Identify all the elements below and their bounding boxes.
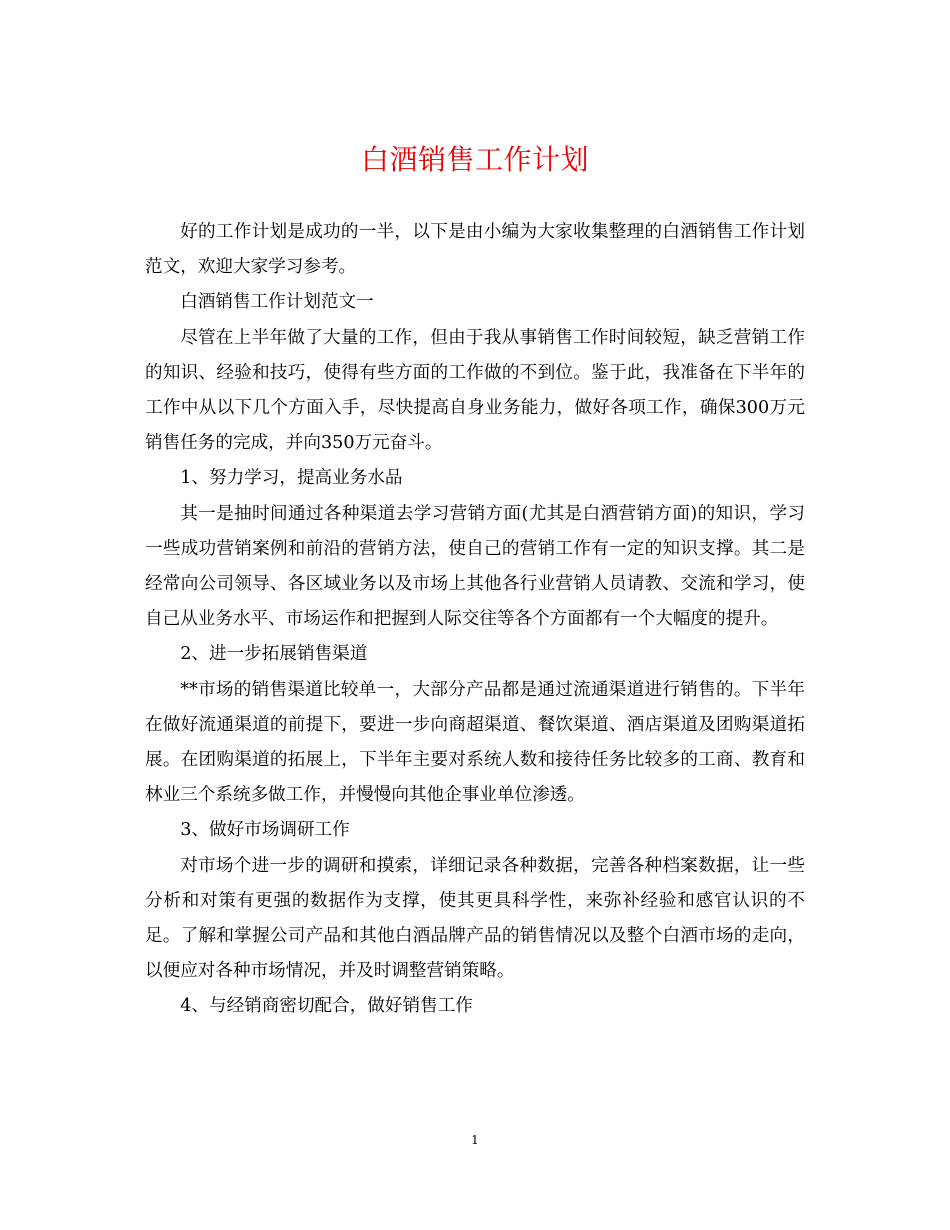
page-number: 1: [471, 1133, 479, 1147]
document-body: [145, 215, 805, 1025]
body-paragraph: 其一是抽时间通过各种渠道去学习营销方面(尤其是白酒营销方面)的知识，学习一些成功营销案例和前沿的营销方法，使自己的营销工作有一定的知识支撑。其二是经常向公司领导、各区域业务以及市场上其他各行业营销人员请教、交流和学习，使自己从业务水平、市场运作和把握到人际交往等各个方面都有一个大幅度的提升。: [145, 503, 805, 630]
body-paragraph: **市场的销售渠道比较单一，大部分产品都是通过流通渠道进行销售的。下半年在做好流通渠道的前提下，要进一步向商超渠道、餐饮渠道、酒店渠道及团购渠道拓展。在团购渠道的拓展上，下半年主要对系统人数和接待任务比较多的工商、教育和林业三个系统多做工作，并慢慢向其他企事业单位渗透。: [145, 679, 805, 806]
body-paragraph: 对市场个进一步的调研和摸索，详细记录各种数据，完善各种档案数据，让一些分析和对策有更强的数据作为支撑，使其更具科学性，来弥补经验和感官认识的不足。了解和掌握公司产品和其他白酒品牌产品的销售情况以及整个白酒市场的走向，以便应对各种市场情况，并及时调整营销策略。: [145, 855, 805, 982]
section-heading-1: 1、努力学习，提高业务水品: [180, 468, 403, 489]
section-heading-sample-one: 白酒销售工作计划范文一: [180, 292, 374, 313]
section-heading-2: 2、进一步拓展销售渠道: [180, 644, 368, 665]
section-heading-3: 3、做好市场调研工作: [180, 820, 350, 841]
intro-paragraph: 好的工作计划是成功的一半，以下是由小编为大家收集整理的白酒销售工作计划范文，欢迎大家学习参考。: [145, 222, 805, 278]
section-heading-4: 4、与经销商密切配合，做好销售工作: [180, 996, 473, 1017]
document-title: 白酒销售工作计划: [360, 143, 589, 176]
body-paragraph: 尽管在上半年做了大量的工作，但由于我从事销售工作时间较短，缺乏营销工作的知识、经验和技巧，使得有些方面的工作做的不到位。鉴于此，我准备在下半年的工作中从以下几个方面入手，尽快提高自身业务能力，做好各项工作，确保300万元销售任务的完成，并向350万元奋斗。: [145, 327, 805, 454]
